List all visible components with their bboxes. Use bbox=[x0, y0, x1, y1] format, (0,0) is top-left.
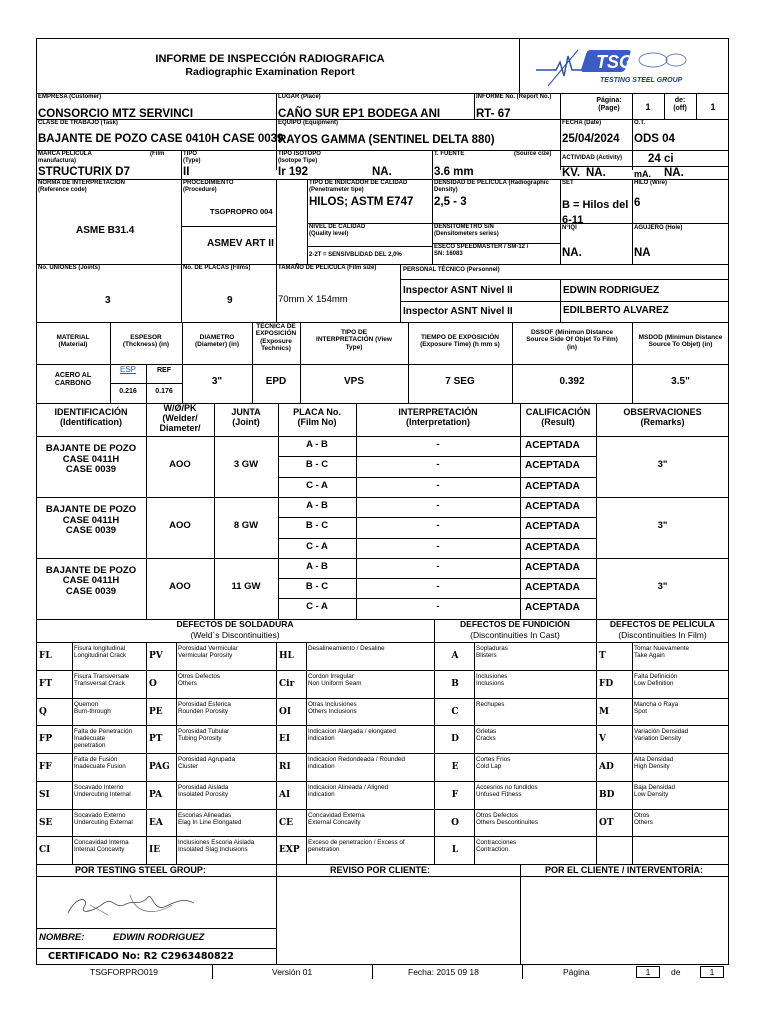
defect-row-divider bbox=[36, 781, 729, 782]
diametro-value: 3" bbox=[211, 376, 223, 387]
uniones-value: 3 bbox=[105, 295, 111, 306]
norma-label: NORMA DE INTERPRETACION (Reference code) bbox=[38, 180, 125, 193]
ot-label: O.T. bbox=[634, 120, 646, 126]
row-identification: BAJANTE DE POZO CASE 0411H CASE 0039 bbox=[45, 564, 137, 598]
h-wpk: W/Ø/PK (Welder/ Diameter/ bbox=[159, 403, 201, 434]
defect-code: A bbox=[451, 651, 459, 661]
kv-label: KV. bbox=[562, 167, 581, 179]
row-film-no: C - A bbox=[306, 540, 328, 552]
row-result: ACEPTADA bbox=[525, 602, 580, 614]
row-interpretation: - bbox=[436, 540, 440, 552]
row-film-no: C - A bbox=[306, 479, 328, 491]
msdod-value: 3.5" bbox=[671, 376, 690, 387]
esp-link[interactable]: ESP bbox=[119, 365, 136, 374]
proc-value-2: ASMEV ART II bbox=[207, 238, 274, 249]
footer-page-num: 1 bbox=[645, 967, 651, 977]
placas-label: No. DE PLACAS (Films) bbox=[183, 265, 251, 271]
row-identification: BAJANTE DE POZO CASE 0411H CASE 0039 bbox=[45, 443, 137, 476]
row-divider bbox=[278, 578, 596, 579]
defect-description: Socavado Interno Undercuting Internal bbox=[74, 783, 131, 798]
row-welder: AOO bbox=[169, 459, 191, 471]
lugar-value: CAÑO SUR EP1 BODEGA ANI bbox=[278, 108, 441, 120]
defect-description: Concavidad Interna Internal Concavity bbox=[74, 839, 129, 854]
defect-description: Quemon Burn-through bbox=[74, 700, 111, 715]
defect-row-divider bbox=[36, 753, 729, 754]
uniones-label: No. UNIONES (Joints) bbox=[38, 265, 101, 271]
ref-label: REF bbox=[157, 367, 171, 374]
h-dssof: DSSOF (Minimun Distance Source Side Of Objet To Film) (in) bbox=[526, 329, 618, 351]
placas-value: 9 bbox=[227, 295, 233, 306]
group-divider bbox=[36, 497, 729, 498]
cert-value: CERTIFICADO No: R2 C2963480822 bbox=[48, 951, 234, 962]
densito-value: ESECO SPEEDMASTER / SM-12 / SN: 16083 bbox=[434, 244, 529, 257]
h-fund: DEFECTOS DE FUNDICIÓN bbox=[460, 619, 570, 629]
h-tipo: TIPO DE INTERPRETACIÓN (View Type) bbox=[316, 329, 392, 351]
h-ident: IDENTIFICACIÓN (Identification) bbox=[54, 407, 128, 428]
defect-code: PV bbox=[149, 651, 163, 661]
h-obs: OBSERVACIONES (Remarks) bbox=[623, 407, 702, 428]
densidad-label: DENSIDAD DE PELICULA (Radiographic Density) bbox=[434, 180, 549, 193]
fecha-value: 25/04/2024 bbox=[562, 133, 620, 145]
defect-code: EI bbox=[279, 734, 291, 745]
inspector-1-name: EDWIN RODRIGUEZ bbox=[563, 285, 660, 296]
logo-sub: TESTING STEEL GROUP bbox=[600, 77, 683, 84]
defect-code: CE bbox=[279, 817, 294, 828]
defect-code: E bbox=[451, 762, 459, 772]
defect-code: T bbox=[599, 651, 606, 661]
set-label: SET bbox=[562, 180, 574, 186]
fuente-label: T. FUENTE bbox=[434, 151, 465, 157]
equipo-value: RAYOS GAMMA (SENTINEL DELTA 880) bbox=[278, 134, 495, 146]
defect-code: HL bbox=[279, 651, 294, 661]
defect-code: V bbox=[599, 734, 606, 745]
defect-description: Porosidad Agrupada Cluster bbox=[178, 756, 236, 771]
row-film-no: C - A bbox=[306, 601, 328, 613]
defect-code: FF bbox=[39, 762, 52, 772]
defect-code: Cir bbox=[279, 678, 295, 689]
densidad-value: 2,5 - 3 bbox=[434, 196, 467, 208]
defect-code: BD bbox=[599, 789, 615, 800]
ot-value: ODS 04 bbox=[634, 133, 675, 145]
ref-value: 0.176 bbox=[155, 388, 173, 395]
actividad-label: ACTIVIDAD (Activity) bbox=[562, 155, 623, 161]
defect-code: PA bbox=[149, 789, 163, 800]
defect-description: Socavado Externo Undercuting External bbox=[74, 811, 133, 826]
defect-code: CI bbox=[39, 845, 51, 856]
defect-description: Porosidad Esferica Rounden Porosity bbox=[178, 700, 231, 715]
proc-label: PROCEDIMIENTO (Procedure) bbox=[183, 180, 234, 193]
defect-description: Indicacion Alargada / elongated indication bbox=[308, 728, 396, 743]
defect-description: Otros Defectos Others Descontinuites bbox=[476, 811, 538, 826]
defect-description: Exceso de penetracion / Excess of penetration bbox=[308, 839, 405, 854]
row-joint: 3 GW bbox=[233, 459, 259, 471]
defect-description: Indicacion Alineada / Aligned indication bbox=[308, 783, 389, 798]
h-espesor: ESPESOR (Thckness) (in) bbox=[122, 334, 170, 349]
defect-code: Q bbox=[39, 706, 47, 717]
equipo-label: EQUIPO (Equipment) bbox=[278, 120, 338, 126]
iqi-value: NA. bbox=[562, 247, 582, 259]
isotopo-label: TIPO ISOTOPO (Isotope Tipe) bbox=[278, 151, 321, 164]
nombre-value: EDWIN RODRIGUEZ bbox=[113, 932, 205, 943]
row-result: ACEPTADA bbox=[525, 582, 580, 594]
row-divider bbox=[278, 538, 596, 539]
defect-row-divider bbox=[36, 836, 729, 837]
sign-cliente-label: REVISO POR CLIENTE: bbox=[330, 865, 431, 875]
defect-description: Falta de Penetración Inadecuate penetration bbox=[74, 728, 133, 750]
footer-pagina: Página bbox=[563, 967, 590, 977]
marca-label: MARCA PELICULA manufactura) bbox=[38, 151, 92, 164]
fuente-value: 3.6 mm bbox=[434, 166, 474, 178]
row-welder: AOO bbox=[169, 520, 191, 532]
h-pel-en: (Discontinuities In Film) bbox=[618, 630, 707, 640]
defect-code: OT bbox=[599, 817, 614, 828]
h-tiempo: TIEMPO DE EXPOSICIÓN (Exposure Time) (h mm s) bbox=[420, 334, 500, 349]
defect-description: Falta de Fusión Inadecuate Fusion bbox=[74, 756, 126, 771]
film-label: (Film bbox=[150, 151, 165, 157]
defect-description: Inclusiones Escoria Aislada Insolated Slag Inclusions bbox=[178, 839, 255, 854]
kv-value: NA. bbox=[586, 167, 606, 179]
defect-description: Inclusiones Inclusions bbox=[476, 672, 508, 687]
row-film-no: B - C bbox=[305, 520, 329, 532]
nivel-value: 2-2T = SENSIVBLIDAD DEL 2,0% bbox=[309, 252, 402, 258]
de-value: 1 bbox=[710, 102, 716, 112]
row-interpretation: - bbox=[436, 581, 440, 593]
hilo-label: HILO (Wire) bbox=[634, 180, 667, 186]
row-result: ACEPTADA bbox=[525, 500, 580, 512]
clase-value: BAJANTE DE POZO CASE 0410H CASE 0039 bbox=[38, 133, 284, 145]
tipo-value: II bbox=[183, 166, 190, 178]
defect-row-divider bbox=[36, 698, 729, 699]
footer-fecha: Fecha: 2015 09 18 bbox=[408, 967, 479, 977]
defect-code: B bbox=[451, 678, 459, 689]
defect-code: EA bbox=[149, 817, 163, 828]
h-pel: DEFECTOS DE PELÍCULA bbox=[609, 619, 716, 629]
row-film-no: A - B bbox=[306, 439, 328, 450]
row-interpretation: - bbox=[436, 520, 440, 532]
defect-description: Fisura longitudinal Longitudinal Crack bbox=[74, 645, 127, 660]
defect-description: Fisura Transversale Transversal Crack bbox=[74, 672, 130, 687]
defect-code: AD bbox=[599, 762, 614, 772]
inspector-2-name: EDILBERTO ALVAREZ bbox=[563, 305, 669, 316]
fuente-size-label: (Source cize) bbox=[514, 151, 552, 157]
defect-code: FL bbox=[39, 651, 52, 661]
sign-tsg-label: POR TESTING STEEL GROUP: bbox=[75, 865, 206, 875]
row-film-no: B - C bbox=[305, 581, 329, 593]
h-sold: DEFECTOS DE SOLDADURA bbox=[176, 619, 294, 629]
actividad-value: 24 bbox=[648, 153, 661, 165]
nombre-label: NOMBRE: bbox=[39, 932, 85, 943]
defect-description: Falta Definición Low Definition bbox=[634, 672, 678, 687]
group-divider bbox=[36, 558, 729, 559]
empresa-value: CONSORCIO MTZ SERVINCI bbox=[38, 108, 194, 120]
row-remarks: 3" bbox=[657, 581, 668, 593]
logo-text: TSG bbox=[596, 52, 634, 72]
defect-code: EXP bbox=[279, 845, 300, 856]
row-result: ACEPTADA bbox=[525, 561, 580, 573]
isotopo-na: NA. bbox=[372, 166, 392, 178]
actividad-unit: ci bbox=[664, 153, 674, 165]
tamano-value: 70mm X 154mm bbox=[278, 294, 348, 305]
informe-value: RT- 67 bbox=[476, 108, 511, 120]
defect-description: Sopladuras Blisters bbox=[476, 645, 508, 660]
footer-total: 1 bbox=[709, 967, 715, 977]
nivel-label: NIVEL DE CALIDAD (Quality level) bbox=[309, 224, 366, 237]
densito-label: DENSITOMETRO S/N (Densitometers series) bbox=[434, 224, 499, 237]
set-value: B = Hilos del 6-11 bbox=[562, 199, 629, 226]
sign-interv-label: POR EL CLIENTE / INTERVENTORÍA: bbox=[545, 865, 704, 875]
defect-description: Alta Densidad High Density bbox=[634, 756, 674, 771]
tiempo-value: 7 SEG bbox=[445, 376, 475, 387]
signature-image bbox=[60, 885, 210, 925]
defect-code: M bbox=[599, 706, 609, 717]
row-result: ACEPTADA bbox=[525, 460, 580, 472]
defect-description: Mancha o Raya Spot bbox=[634, 700, 679, 715]
defect-code: FT bbox=[39, 678, 53, 689]
row-interpretation: - bbox=[436, 499, 440, 511]
ma-label: mA. bbox=[634, 169, 652, 179]
defect-code: SE bbox=[39, 817, 53, 828]
defect-description: Otras Inclusiones Others Inclusions bbox=[308, 700, 357, 715]
defect-code: O bbox=[149, 678, 157, 689]
pagina-label: Página: (Page) bbox=[596, 97, 622, 112]
material-value: ACERO AL CARBONO bbox=[54, 372, 92, 387]
h-diametro: DIAMETRO (Diameter) (in) bbox=[194, 334, 240, 349]
defect-description: Variación Densidad Variation Density bbox=[634, 728, 689, 743]
indicador-label: TIPO DE INDICADOR DE CALIDAD (Penetrameter tipe) bbox=[309, 180, 408, 193]
defect-row-divider bbox=[36, 725, 729, 726]
tecnica-value: EPD bbox=[265, 376, 287, 387]
agujero-value: NA bbox=[634, 247, 651, 259]
agujero-label: AGUJERO (Hole) bbox=[634, 225, 683, 231]
defect-code: FD bbox=[599, 678, 614, 689]
row-joint: 8 GW bbox=[233, 520, 259, 532]
row-divider bbox=[278, 598, 596, 599]
row-result: ACEPTADA bbox=[525, 480, 580, 492]
h-msdod: MSDOD (Minimun Distance Source To Objet) (in) bbox=[638, 334, 723, 349]
defect-description: Escorias Alineadas Elag In Line Elongated bbox=[178, 811, 242, 826]
proc-value-1: TSGPROPRO 004 bbox=[210, 207, 273, 216]
row-divider bbox=[278, 477, 596, 478]
defect-code: FP bbox=[39, 734, 53, 745]
footer-de: de bbox=[671, 967, 681, 977]
title-es: INFORME DE INSPECCIÓN RADIOGRAFICA bbox=[155, 53, 385, 65]
h-calif: CALIFICACIÓN (Result) bbox=[525, 407, 591, 428]
defect-code: D bbox=[451, 734, 459, 745]
defect-code: RI bbox=[279, 762, 291, 772]
de-label: de: (off) bbox=[673, 97, 687, 112]
row-interpretation: - bbox=[436, 601, 440, 613]
defect-description: Porosidad Aislada Insolated Porosity bbox=[178, 783, 229, 798]
h-sold-en: (Weld´s Discontinuities) bbox=[190, 630, 280, 640]
hilo-value: 6 bbox=[634, 197, 641, 209]
h-material: MATERIAL (Material) bbox=[56, 334, 90, 349]
dssof-value: 0.392 bbox=[559, 376, 585, 387]
defect-code: OI bbox=[279, 706, 292, 717]
defect-description: Otros Others bbox=[634, 811, 653, 826]
row-film-no: A - B bbox=[306, 499, 328, 511]
company-logo bbox=[528, 42, 723, 90]
h-fund-en: (Discontinuities In Cast) bbox=[470, 630, 560, 640]
row-welder: AOO bbox=[169, 581, 191, 593]
defect-description: Accesrios no fundidos Unfused Fitness bbox=[476, 783, 538, 798]
defect-description: Concavidad Externa External Concavity bbox=[308, 811, 365, 826]
tamano-label: TAMAÑO DE PELICULA (Film size) bbox=[278, 265, 377, 271]
h-tecnica: TECNICA DE EXPOSICIÓN (Exposure Technics) bbox=[255, 323, 297, 352]
defect-code: C bbox=[451, 706, 459, 717]
defect-code: AI bbox=[279, 789, 291, 800]
isotopo-value: Ir 192 bbox=[278, 166, 309, 178]
row-interpretation: - bbox=[436, 459, 440, 471]
row-interpretation: - bbox=[436, 439, 440, 450]
defect-description: Otros Defectos Others bbox=[178, 672, 220, 687]
defect-code: PE bbox=[149, 706, 163, 717]
defect-description: Cordon Irregular Non Uniform Seam bbox=[308, 672, 362, 687]
defect-code: PT bbox=[149, 734, 163, 745]
h-placa: PLACA No. (Film No) bbox=[293, 407, 341, 428]
row-result: ACEPTADA bbox=[525, 541, 580, 553]
defect-code: IE bbox=[149, 845, 161, 856]
h-interp: INTERPRETACIÓN (Interpretation) bbox=[398, 407, 478, 428]
defect-description: Indicacion Redondeada / Rounded indication bbox=[308, 756, 405, 771]
defect-description: Cortes Frios Cold Lap bbox=[476, 756, 511, 771]
marca-value: STRUCTURIX D7 bbox=[38, 166, 131, 178]
row-divider bbox=[278, 456, 596, 457]
defect-code: O bbox=[451, 817, 459, 828]
tipo-label: TIPO (Type) bbox=[183, 151, 201, 164]
norma-value: ASME B31.4 bbox=[76, 225, 135, 236]
row-film-no: A - B bbox=[306, 560, 328, 572]
inspector-2-level: Inspector ASNT Nivel II bbox=[403, 306, 513, 317]
defect-description: Grietas Cracks bbox=[476, 728, 497, 743]
esp-value: 0.216 bbox=[119, 388, 137, 395]
defect-description: Contracciones Contraction bbox=[476, 839, 517, 854]
personal-label: PERSONAL TÉCNICO (Personnel) bbox=[403, 267, 500, 273]
row-joint: 11 GW bbox=[231, 581, 261, 593]
pagina-value: 1 bbox=[645, 102, 651, 112]
row-interpretation: - bbox=[436, 479, 440, 491]
defect-description: Porosidad Tubular Tubing Porosity bbox=[178, 728, 230, 743]
row-result: ACEPTADA bbox=[525, 440, 580, 451]
row-film-no: B - C bbox=[305, 459, 329, 471]
defect-description: Tomar Nuevamente Take Again bbox=[634, 645, 689, 660]
row-remarks: 3" bbox=[657, 520, 668, 532]
defect-row-divider bbox=[36, 809, 729, 810]
defect-row-divider bbox=[36, 670, 729, 671]
defect-description: Baja Densidad Low Density bbox=[634, 783, 675, 798]
fecha-label: FECHA (Date) bbox=[562, 120, 602, 126]
row-remarks: 3" bbox=[657, 459, 668, 471]
clase-label: CLASE DE TRABAJO (Task) bbox=[38, 120, 118, 126]
defect-description: Rechupes bbox=[476, 700, 505, 708]
empresa-label: EMPRESA (Customer) bbox=[38, 94, 102, 100]
defect-code: PAG bbox=[149, 762, 170, 772]
informe-label: INFORME No. (Report No.) bbox=[476, 94, 552, 100]
tipo-interp-value: VPS bbox=[343, 376, 364, 387]
row-result: ACEPTADA bbox=[525, 521, 580, 533]
title-en: Radiographic Examination Report bbox=[185, 66, 355, 78]
defect-code: F bbox=[451, 789, 459, 800]
footer-version: Versión 01 bbox=[272, 967, 313, 977]
h-junta: JUNTA (Joint) bbox=[231, 407, 261, 428]
row-divider bbox=[278, 517, 596, 518]
row-interpretation: - bbox=[436, 560, 440, 572]
defect-code: L bbox=[451, 845, 459, 856]
lugar-label: LUGAR (Place) bbox=[278, 94, 321, 100]
defect-code: SI bbox=[39, 789, 50, 800]
ma-value: NA. bbox=[664, 167, 684, 179]
indicador-value: HILOS; ASTM E747 bbox=[309, 196, 414, 208]
row-identification: BAJANTE DE POZO CASE 0411H CASE 0039 bbox=[45, 503, 137, 537]
iqi-label: N°IQI bbox=[562, 225, 577, 231]
footer-code: TSGFORPRO019 bbox=[90, 967, 159, 977]
inspector-1-level: Inspector ASNT Nivel II bbox=[403, 285, 513, 296]
defect-description: Desalineamiento / Desaline bbox=[308, 645, 385, 652]
defect-description: Porosidad Vermicular Vermicular Porosity bbox=[178, 645, 238, 660]
